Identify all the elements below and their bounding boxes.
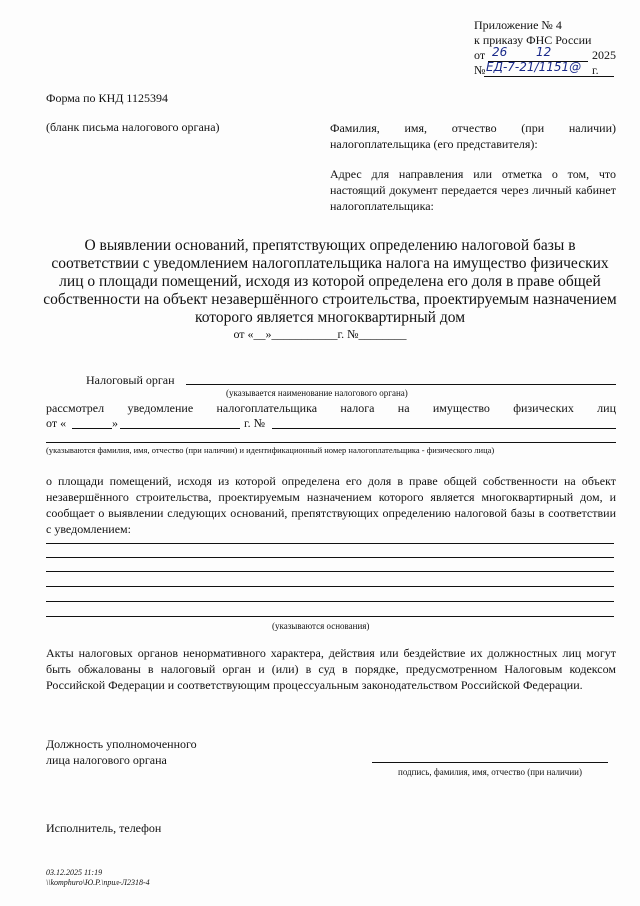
reviewed-line: рассмотрел уведомление налогоплательщика налога на имущество физических лиц: [46, 401, 616, 415]
notice-day-field: [72, 428, 112, 429]
signature-hint: подпись, фамилия, имя, отчество (при наличии): [398, 767, 582, 777]
notice-from: от «: [46, 416, 67, 430]
address-label: Адрес для направления или отметка о том, что настоящий документ передается через личный кабинет налогоплательщика:: [330, 167, 616, 213]
notice-year: г. №: [244, 416, 266, 430]
appendix-number-underline: [484, 76, 614, 77]
form-code: Форма по КНД 1125394: [46, 91, 168, 105]
executor-label: Исполнитель, телефон: [46, 821, 162, 835]
notice-number-field: [272, 428, 616, 429]
appendix-number-prefix: №: [474, 63, 486, 77]
official-position-line2: лица налогового органа: [46, 753, 167, 767]
body-paragraph: о площади помещений, исходя из которой определена его доля в праве общей собственности на объект незавершённого строительства, проектируемым назначением которого является многоквартирный дом, и сообщает о выявлении следующих оснований, препятствующих определению налоговой базы в соответствии с уведомлением:: [46, 474, 616, 536]
notice-mid: »: [112, 416, 118, 430]
appendix-number-handwritten: ЕД-7-21/1151@: [486, 60, 582, 74]
grounds-line: [46, 586, 614, 587]
signature-field: [372, 762, 608, 763]
taxpayer-field: [46, 442, 616, 443]
footer-date: 03.12.2025 11:19: [46, 868, 103, 877]
appendix-number: Приложение № 4: [474, 18, 562, 32]
document-title: О выявлении оснований, препятствующих определению налоговой базы в соответствии с уведомлением налогоплательщика налога на имущество физических лиц о площади помещений, исходя из которой определена его доля в праве общей собственности на объект незавершённого строительства, проектируемым назначением которого является многоквартирный дом: [43, 237, 617, 326]
notice-date-line: [46, 416, 616, 432]
grounds-hint: (указываются основания): [272, 621, 370, 631]
grounds-line: [46, 557, 614, 558]
official-position: [46, 736, 197, 768]
notice-month-field: [120, 428, 240, 429]
taxpayer-hint: (указываются фамилия, имя, отчество (при наличии) и идентификационный номер налогоплательщика - физического лица): [46, 445, 495, 455]
footer-path: \\komphuro\Ю.Р.\прил-Л2318-4: [46, 878, 150, 887]
appendix-date-day-handwritten: 26: [492, 45, 508, 59]
tax-authority-field: [186, 384, 616, 385]
official-position-line1: Должность уполномоченного: [46, 737, 197, 751]
title-date-line: от «__»___________г. №________: [233, 327, 407, 341]
grounds-line: [46, 616, 614, 617]
appendix-order: к приказу ФНС России: [474, 33, 592, 47]
appendix-year: 2025 г.: [592, 48, 616, 77]
appendix-header: [474, 18, 624, 78]
letterhead-blank: (бланк письма налогового органа): [46, 120, 220, 134]
tax-authority-hint: (указывается наименование налогового органа): [226, 388, 408, 398]
grounds-line: [46, 601, 614, 602]
grounds-line: [46, 571, 614, 572]
appendix-date-month-handwritten: 12: [536, 45, 552, 59]
tax-authority-label: Налоговый орган: [86, 373, 175, 387]
taxpayer-name-label: Фамилия, имя, отчество (при наличии) налогоплательщика (его представителя):: [330, 121, 616, 151]
footer: [46, 868, 150, 888]
appendix-date-prefix: от: [474, 48, 486, 62]
grounds-line: [46, 543, 614, 544]
appeal-paragraph: Акты налоговых органов ненормативного характера, действия или бездействие их должностных лиц могут быть обжалованы в налоговый орган и (или) в суд в порядке, предусмотренном Налоговым кодексом Российской Федерации и соответствующим процессуальным законодательством Российской Федерации.: [46, 646, 616, 692]
